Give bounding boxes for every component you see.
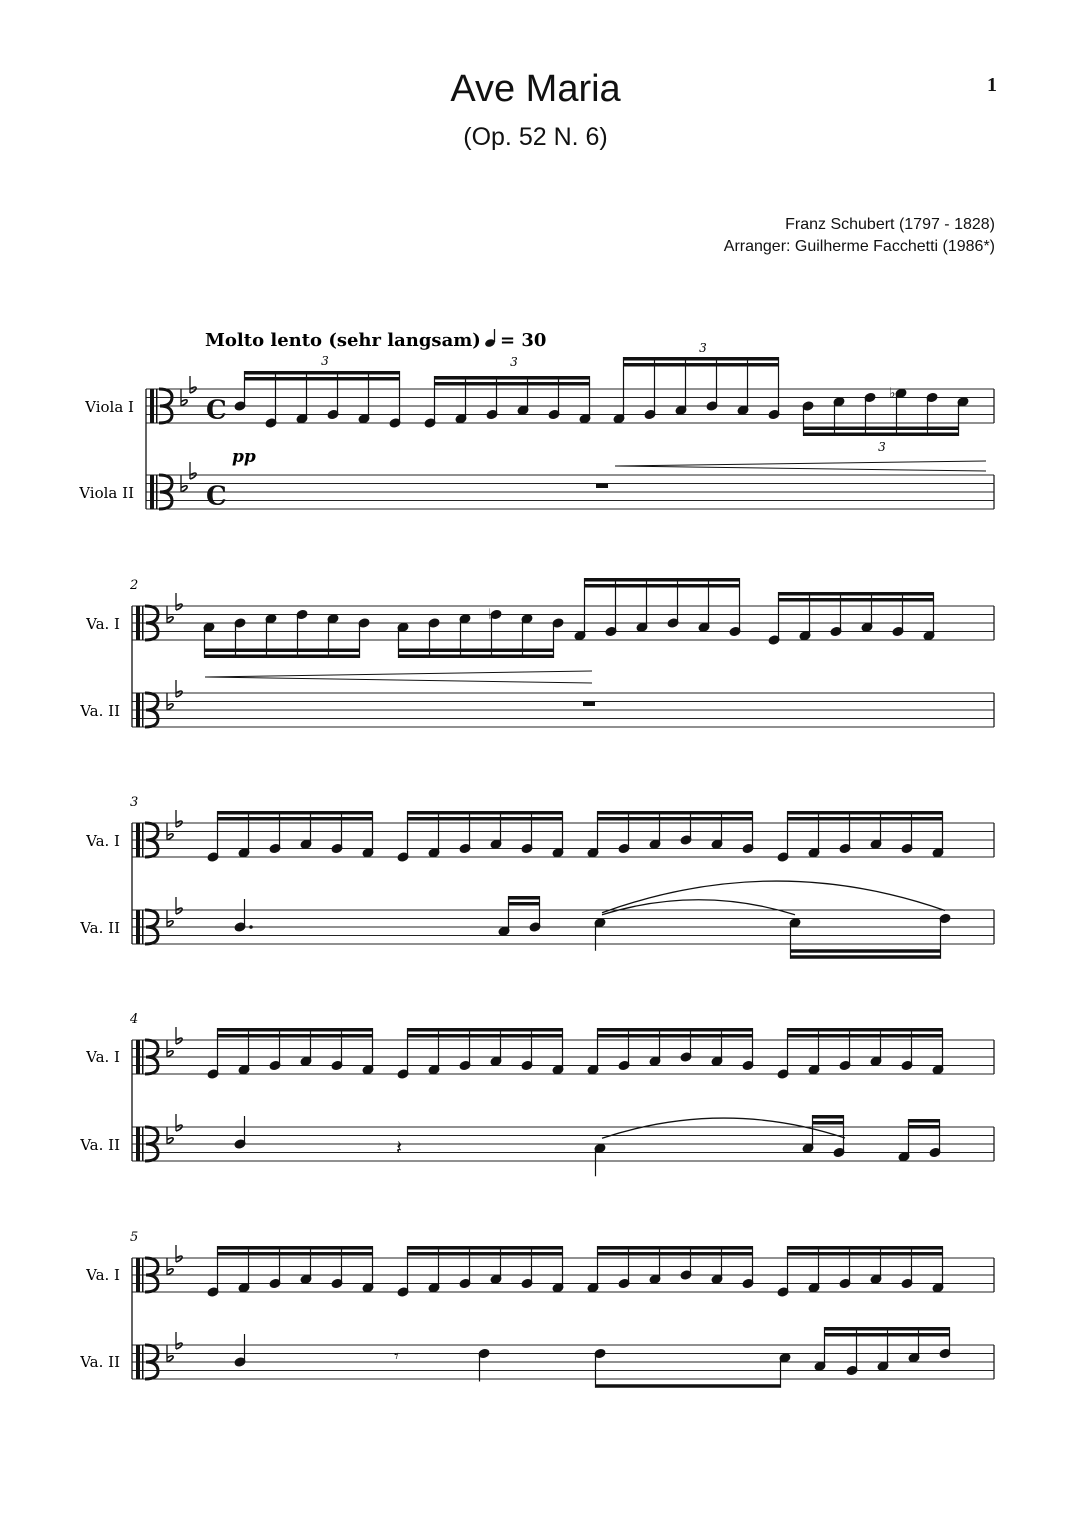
notation-layer — [132, 357, 994, 1388]
measure-number: 4 — [130, 1012, 139, 1027]
composer-credit: Franz Schubert (1797 - 1828) — [785, 216, 995, 233]
clef-bar — [156, 475, 158, 509]
note-beam — [791, 955, 941, 959]
note-beam — [218, 1246, 373, 1250]
viola-1-short-label: Va. I — [86, 615, 120, 633]
viola-2-short-label: Va. II — [80, 1353, 120, 1371]
note-beam — [509, 902, 540, 906]
tempo-note-icon — [484, 329, 496, 348]
flat-bowl — [176, 691, 182, 697]
key-signature-flats-icon — [167, 897, 182, 927]
flat-bowl — [167, 617, 173, 623]
note-beam — [408, 1252, 563, 1256]
flat-bowl — [167, 1356, 173, 1362]
key-signature-flats-icon — [181, 462, 196, 492]
key-signature-flats-icon — [181, 376, 196, 406]
note-beam — [598, 1028, 753, 1032]
note-beam — [585, 578, 740, 582]
key-signature-flats-icon — [167, 1245, 182, 1275]
note-beam — [779, 592, 934, 596]
flat-bowl — [167, 1269, 173, 1275]
note-beam — [788, 811, 943, 815]
clef-bar — [142, 910, 144, 944]
note-beam — [825, 1327, 950, 1331]
note-beam — [624, 363, 779, 367]
flat-accidental-icon: ♭ — [488, 606, 495, 623]
viola-2-short-label: Va. II — [80, 702, 120, 720]
flat-bowl — [176, 908, 182, 914]
viola-1-short-label: Va. I — [86, 1048, 120, 1066]
clef-bar — [156, 389, 158, 423]
note-beam — [408, 811, 563, 815]
clef-bar — [150, 475, 154, 509]
note-beam — [804, 433, 959, 437]
note-beam — [825, 1333, 950, 1337]
clef-bar — [142, 1040, 144, 1074]
note-beam — [804, 427, 959, 431]
flat-bowl — [167, 704, 173, 710]
note-beam — [788, 1028, 943, 1032]
flat-bowl — [181, 400, 187, 406]
quarter-rest-icon: 𝄽 — [396, 1135, 403, 1160]
note-beam — [218, 817, 373, 821]
note-beam — [596, 1384, 781, 1388]
key-signature-flats-icon — [167, 680, 182, 710]
note-beam — [408, 1246, 563, 1250]
clef-bar — [142, 606, 144, 640]
note-beam — [399, 655, 554, 659]
flat-bowl — [167, 1138, 173, 1144]
piece-subtitle: (Op. 52 N. 6) — [463, 123, 608, 151]
clef-bar — [136, 823, 140, 857]
flat-bowl — [176, 1256, 182, 1262]
flat-bowl — [176, 1038, 182, 1044]
note-beam — [624, 357, 779, 361]
note-beam — [598, 1246, 753, 1250]
piece-title: Ave Maria — [450, 68, 621, 110]
tuplet-number: 3 — [699, 341, 707, 355]
tuplet-number: 3 — [510, 355, 518, 369]
note-beam — [408, 817, 563, 821]
clef-bar — [136, 1258, 140, 1292]
note-beam — [585, 584, 740, 588]
clef-bar — [136, 606, 140, 640]
flat-accidental-icon: ♭ — [889, 385, 896, 402]
note-beam — [598, 1034, 753, 1038]
flat-bowl — [190, 387, 196, 393]
flat-bowl — [181, 486, 187, 492]
clef-bar — [142, 1258, 144, 1292]
measure-number: 3 — [130, 795, 139, 810]
time-signature: C — [206, 395, 227, 426]
note-beam — [218, 1028, 373, 1032]
note-beam — [788, 817, 943, 821]
flat-bowl — [167, 1051, 173, 1057]
measure-number: 2 — [130, 578, 139, 593]
key-signature-flats-icon — [167, 593, 182, 623]
dot — [249, 925, 253, 929]
note-beam — [788, 1034, 943, 1038]
note-beam — [408, 1034, 563, 1038]
note-beam — [598, 1252, 753, 1256]
note-beam — [813, 1115, 844, 1119]
slur — [602, 900, 795, 915]
clef-bar — [136, 1040, 140, 1074]
tempo-value: = 30 — [500, 330, 547, 351]
clef-bar — [136, 1345, 140, 1379]
tempo-text: Molto lento (sehr langsam) — [205, 330, 481, 351]
flat-bowl — [176, 821, 182, 827]
note-beam — [909, 1119, 940, 1123]
viola-1-label: Viola I — [85, 398, 134, 416]
clef-bar — [142, 1345, 144, 1379]
note-beam — [435, 376, 590, 380]
time-signature: C — [206, 481, 227, 512]
flat-bowl — [176, 1343, 182, 1349]
note-beam — [598, 817, 753, 821]
whole-rest-icon — [583, 702, 595, 707]
clef-bar — [136, 910, 140, 944]
clef-bar — [142, 693, 144, 727]
key-signature-flats-icon — [167, 1114, 182, 1144]
crescendo-hairpin — [205, 677, 592, 683]
key-signature-flats-icon — [167, 810, 182, 840]
viola-1-short-label: Va. I — [86, 832, 120, 850]
note-beam — [218, 1034, 373, 1038]
clef-bar — [136, 1127, 140, 1161]
viola-2-label: Viola II — [79, 484, 134, 502]
note-beam — [399, 649, 554, 653]
note-beam — [218, 811, 373, 815]
note-beam — [435, 382, 590, 386]
flat-bowl — [167, 921, 173, 927]
viola-2-short-label: Va. II — [80, 1136, 120, 1154]
note-beam — [218, 1252, 373, 1256]
crescendo-hairpin — [615, 466, 986, 471]
crescendo-hairpin — [205, 671, 592, 677]
note-beam — [205, 655, 360, 659]
flat-bowl — [190, 473, 196, 479]
tuplet-number: 3 — [878, 440, 886, 454]
viola-2-short-label: Va. II — [80, 919, 120, 937]
flat-bowl — [176, 604, 182, 610]
note-beam — [408, 1028, 563, 1032]
flat-bowl — [176, 1125, 182, 1131]
slur — [602, 881, 945, 913]
note-beam — [598, 811, 753, 815]
note-beam — [791, 949, 941, 953]
note-beam — [245, 371, 400, 375]
clef-bar — [150, 389, 154, 423]
whole-rest-icon — [596, 484, 608, 489]
eighth-rest-icon: 𝄾 — [394, 1345, 399, 1367]
crescendo-hairpin — [615, 461, 986, 466]
note-beam — [245, 377, 400, 381]
dynamic-marking: pp — [232, 447, 256, 467]
note-beam — [788, 1246, 943, 1250]
viola-1-short-label: Va. I — [86, 1266, 120, 1284]
note-beam — [788, 1252, 943, 1256]
note-beam — [205, 649, 360, 653]
clef-bar — [136, 693, 140, 727]
note-beam — [813, 1121, 844, 1125]
note-beam — [779, 598, 934, 602]
key-signature-flats-icon — [167, 1332, 182, 1362]
note-beam — [509, 896, 540, 900]
tuplet-number: 3 — [321, 354, 329, 368]
flat-bowl — [167, 834, 173, 840]
clef-bar — [142, 1127, 144, 1161]
note-beam — [909, 1125, 940, 1129]
clef-bar — [142, 823, 144, 857]
page-number: 1 — [987, 74, 997, 96]
key-signature-flats-icon — [167, 1027, 182, 1057]
arranger-credit: Arranger: Guilherme Facchetti (1986*) — [723, 238, 995, 255]
measure-number: 5 — [130, 1230, 139, 1245]
